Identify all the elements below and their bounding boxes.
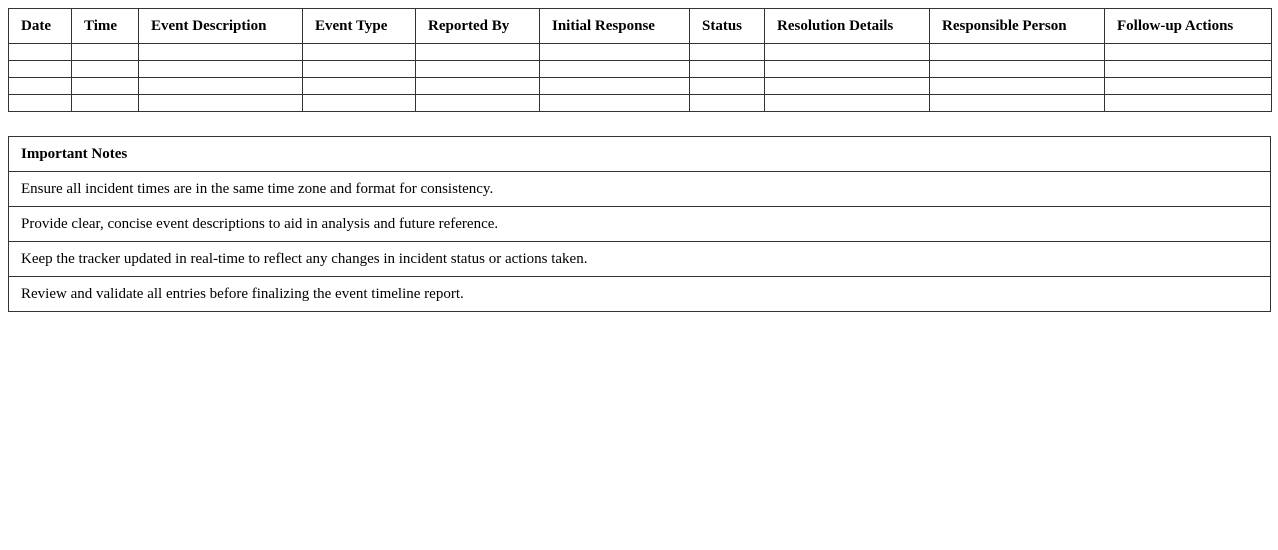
table-row — [9, 95, 1272, 112]
column-header-time: Time — [72, 9, 139, 44]
note-row — [9, 207, 1271, 242]
cell-event-type[interactable] — [303, 78, 416, 95]
cell-date[interactable] — [9, 78, 72, 95]
column-header-follow-up-actions: Follow-up Actions — [1105, 9, 1272, 44]
cell-initial-response[interactable] — [540, 44, 690, 61]
cell-event-description[interactable] — [139, 44, 303, 61]
column-header-status: Status — [690, 9, 765, 44]
cell-date[interactable] — [9, 95, 72, 112]
column-header-date: Date — [9, 9, 72, 44]
cell-reported-by[interactable] — [416, 78, 540, 95]
table-row — [9, 44, 1272, 61]
notes-title: Important Notes — [9, 137, 1271, 172]
cell-initial-response[interactable] — [540, 95, 690, 112]
note-row — [9, 242, 1271, 277]
cell-responsible-person[interactable] — [930, 61, 1105, 78]
cell-time[interactable] — [72, 78, 139, 95]
cell-follow-up-actions[interactable] — [1105, 78, 1272, 95]
cell-status[interactable] — [690, 78, 765, 95]
column-header-event-type: Event Type — [303, 9, 416, 44]
table-header-row — [9, 9, 1272, 44]
cell-date[interactable] — [9, 61, 72, 78]
note-row — [9, 277, 1271, 312]
cell-status[interactable] — [690, 95, 765, 112]
column-header-responsible-person: Responsible Person — [930, 9, 1105, 44]
cell-event-description[interactable] — [139, 95, 303, 112]
table-row — [9, 61, 1272, 78]
cell-responsible-person[interactable] — [930, 78, 1105, 95]
cell-follow-up-actions[interactable] — [1105, 61, 1272, 78]
column-header-initial-response: Initial Response — [540, 9, 690, 44]
cell-status[interactable] — [690, 44, 765, 61]
cell-time[interactable] — [72, 44, 139, 61]
cell-follow-up-actions[interactable] — [1105, 44, 1272, 61]
cell-reported-by[interactable] — [416, 61, 540, 78]
cell-resolution-details[interactable] — [765, 78, 930, 95]
cell-event-type[interactable] — [303, 44, 416, 61]
note-row — [9, 172, 1271, 207]
cell-resolution-details[interactable] — [765, 61, 930, 78]
cell-resolution-details[interactable] — [765, 95, 930, 112]
cell-event-description[interactable] — [139, 61, 303, 78]
table-row — [9, 78, 1272, 95]
cell-event-description[interactable] — [139, 78, 303, 95]
cell-initial-response[interactable] — [540, 61, 690, 78]
column-header-resolution-details: Resolution Details — [765, 9, 930, 44]
cell-status[interactable] — [690, 61, 765, 78]
cell-time[interactable] — [72, 61, 139, 78]
cell-event-type[interactable] — [303, 61, 416, 78]
cell-time[interactable] — [72, 95, 139, 112]
incident-tracker-table — [8, 8, 1272, 112]
cell-initial-response[interactable] — [540, 78, 690, 95]
column-header-event-description: Event Description — [139, 9, 303, 44]
note-item: Ensure all incident times are in the same time zone and format for consistency. — [9, 172, 1271, 207]
note-item: Review and validate all entries before finalizing the event timeline report. — [9, 277, 1271, 312]
cell-responsible-person[interactable] — [930, 44, 1105, 61]
cell-event-type[interactable] — [303, 95, 416, 112]
notes-title-row — [9, 137, 1271, 172]
cell-reported-by[interactable] — [416, 44, 540, 61]
cell-resolution-details[interactable] — [765, 44, 930, 61]
note-item: Provide clear, concise event descriptions to aid in analysis and future reference. — [9, 207, 1271, 242]
cell-reported-by[interactable] — [416, 95, 540, 112]
cell-follow-up-actions[interactable] — [1105, 95, 1272, 112]
cell-responsible-person[interactable] — [930, 95, 1105, 112]
column-header-reported-by: Reported By — [416, 9, 540, 44]
note-item: Keep the tracker updated in real-time to reflect any changes in incident status or actions taken. — [9, 242, 1271, 277]
important-notes-table — [8, 136, 1271, 312]
cell-date[interactable] — [9, 44, 72, 61]
